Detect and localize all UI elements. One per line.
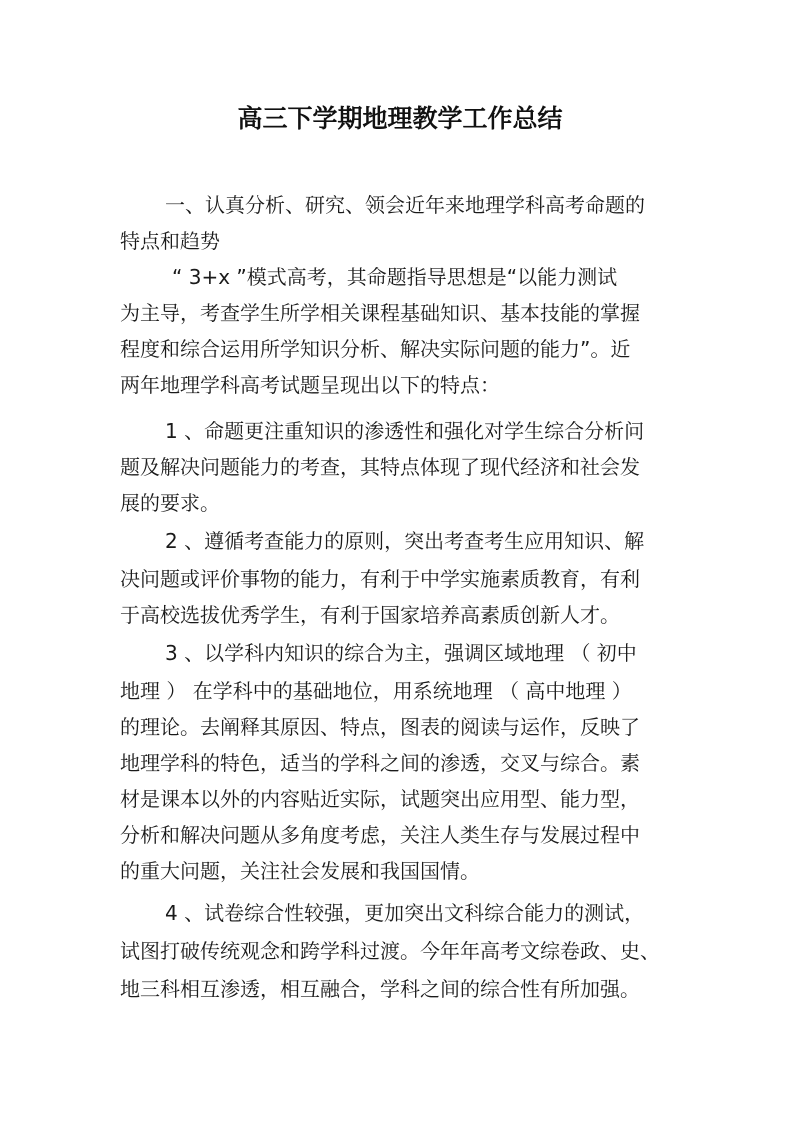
text-line: 地理 ） 在学科中的基础地位，用系统地理 （ 高中地理 ） — [120, 679, 632, 703]
text-line: 一、认真分析、研究、领会近年来地理学科高考命题的 — [165, 193, 645, 217]
text-line: 地三科相互渗透，相互融合，学科之间的综合性有所加强。 — [120, 977, 640, 1001]
text-line: 2 、遵循考查能力的原则，突出考查考生应用知识、解 — [165, 529, 645, 553]
text-line: 1 、命题更注重知识的渗透性和强化对学生综合分析问 — [165, 419, 645, 443]
text-line: 的重大问题，关注社会发展和我国国情。 — [120, 859, 480, 883]
text-line: 决问题或评价事物的能力，有利于中学实施素质教育，有利 — [120, 567, 640, 591]
text-line: 程度和综合运用所学知识分析、解决实际问题的能力”。近 — [120, 337, 631, 361]
text-line: 两年地理学科高考试题呈现出以下的特点： — [120, 373, 500, 397]
text-line: 材是课本以外的内容贴近实际，试题突出应用型、能力型， — [120, 787, 640, 811]
document-title: 高三下学期地理教学工作总结 — [237, 104, 563, 133]
text-line: 于高校选拔优秀学生，有利于国家培养高素质创新人才。 — [120, 603, 620, 627]
text-line: 4 、试卷综合性较强，更加突出文科综合能力的测试， — [165, 901, 645, 925]
text-line: 地理学科的特色，适当的学科之间的渗透，交叉与综合。素 — [120, 751, 640, 775]
text-line: “ 3+x ”模式高考，其命题指导思想是“以能力测试 — [172, 265, 618, 289]
text-line: 特点和趋势 — [120, 229, 220, 253]
text-line: 3 、以学科内知识的综合为主，强调区域地理 （ 初中 — [165, 641, 637, 665]
text-line: 展的要求。 — [120, 491, 220, 515]
text-line: 题及解决问题能力的考查，其特点体现了现代经济和社会发 — [120, 455, 640, 479]
text-line: 的理论。去阐释其原因、特点，图表的阅读与运作，反映了 — [120, 715, 640, 739]
text-line: 分析和解决问题从多角度考虑，关注人类生存与发展过程中 — [120, 823, 640, 847]
text-line: 试图打破传统观念和跨学科过渡。今年年高考文综卷政、史、 — [120, 939, 660, 963]
text-line: 为主导，考查学生所学相关课程基础知识、基本技能的掌握 — [120, 301, 640, 325]
